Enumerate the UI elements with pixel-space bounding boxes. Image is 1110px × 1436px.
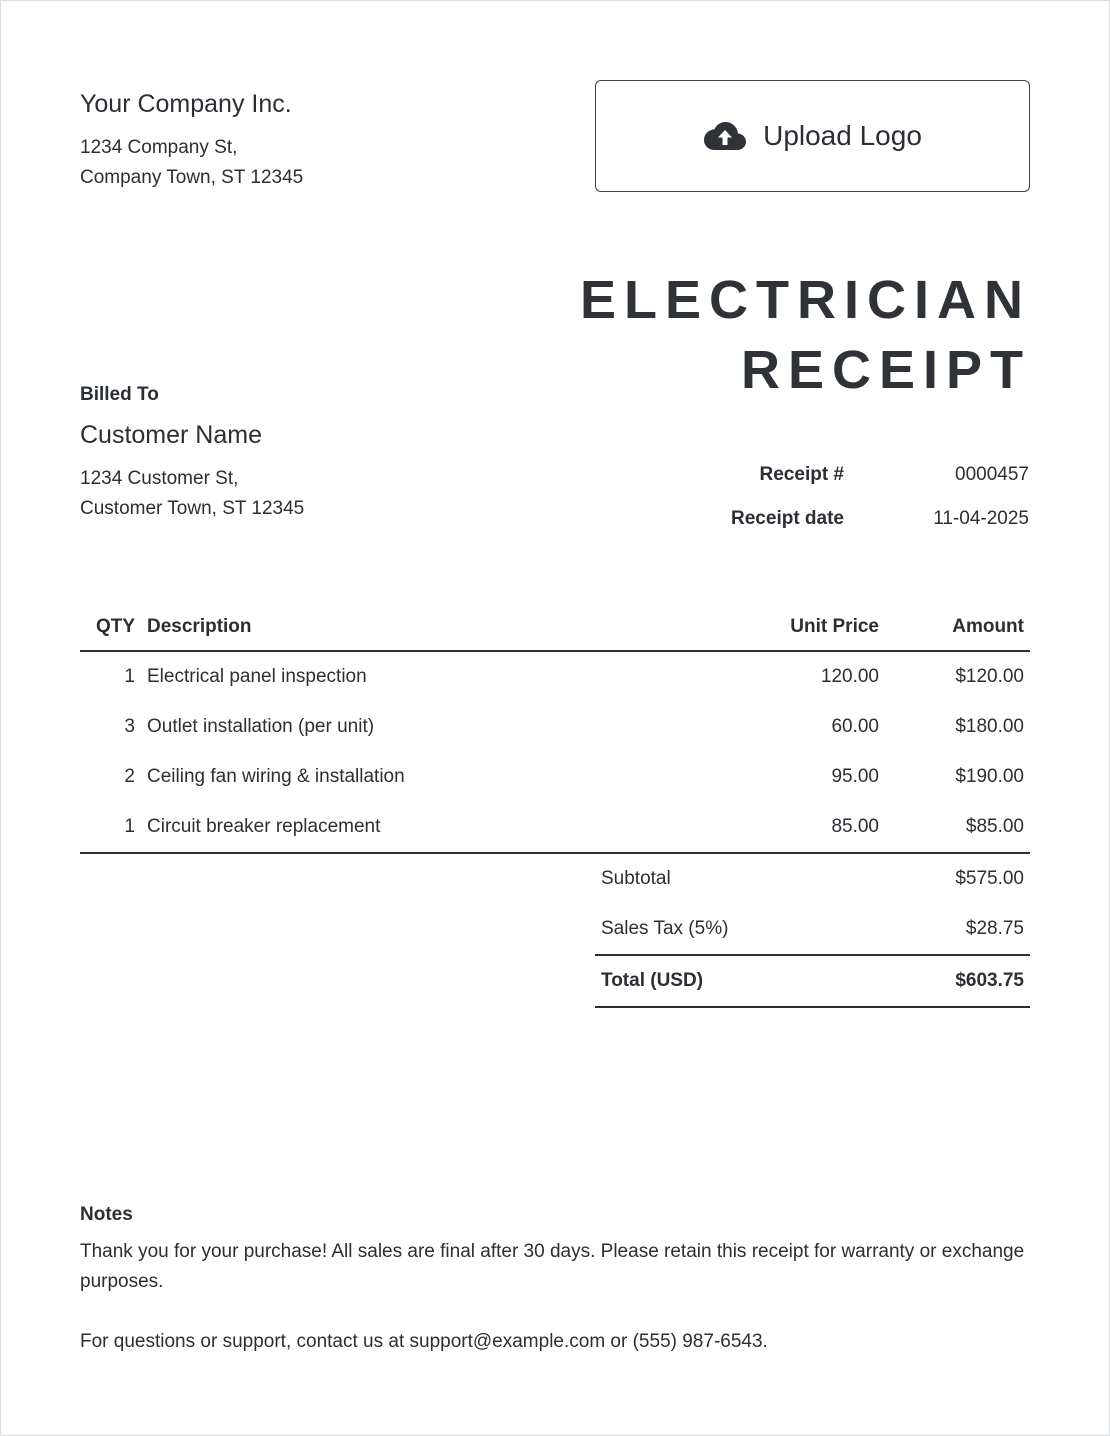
table-row [80,651,1030,702]
cloud-upload-icon [703,121,747,151]
row-qty: 2 [124,766,135,787]
row-unit-price: 120.00 [820,666,879,687]
upload-logo-button[interactable] [595,80,1030,192]
row-qty: 1 [124,666,135,687]
receipt-date-value: 11-04-2025 [933,508,1029,529]
customer-address-line1: 1234 Customer St, [80,468,239,489]
notes-contact: For questions or support, contact us at support@example.com or (555) 987-6543. [80,1331,768,1352]
document-title [580,265,1031,405]
company-name: Your Company Inc. [80,90,292,118]
company-address-line2: Company Town, ST 12345 [80,167,304,188]
company-address-line1: 1234 Company St, [80,137,238,158]
row-unit-price: 85.00 [679,802,879,853]
amount-header: Amount [879,604,1030,651]
table-row [80,802,1030,853]
billed-to-label: Billed To [80,384,159,405]
title-line2: RECEIPT [740,340,1031,400]
qty-header: QTY [80,604,147,651]
customer-name: Customer Name [80,421,262,449]
subtotal-label: Subtotal [601,868,671,889]
row-amount: $190.00 [955,766,1024,787]
subtotal-value: $575.00 [955,868,1024,889]
receipt-date-label: Receipt date [731,508,844,529]
subtotal-row [595,854,1030,904]
receipt-number-label: Receipt # [759,464,844,485]
row-description: Outlet installation (per unit) [147,716,375,737]
receipt-date-row [584,497,1029,541]
row-description: Circuit breaker replacement [147,802,679,853]
table-header-row [80,604,1030,651]
description-header: Description [147,604,679,651]
total-value: $603.75 [871,955,1030,1007]
table-row [80,702,1030,752]
receipt-meta [584,453,1029,541]
tax-label: Sales Tax (5%) [601,918,729,939]
customer-address-line2: Customer Town, ST 12345 [80,498,305,519]
tax-row [595,904,1030,955]
notes-label: Notes [80,1204,133,1225]
receipt-number-value: 0000457 [955,464,1029,485]
tax-value: $28.75 [965,918,1024,939]
row-amount: $85.00 [879,802,1030,853]
receipt-number-row [584,453,1029,497]
total-label: Total (USD) [595,955,871,1007]
customer-address [80,464,304,524]
table-row [80,752,1030,802]
row-qty: 1 [80,802,147,853]
company-address [80,133,303,193]
row-unit-price: 95.00 [831,766,879,787]
row-amount: $180.00 [955,716,1024,737]
row-description: Electrical panel inspection [147,666,367,687]
row-description: Ceiling fan wiring & installation [147,766,405,787]
notes-text: Thank you for your purchase! All sales are final after 30 days. Please retain this receipt for warranty or exchange purposes. [80,1241,1025,1292]
total-row [595,955,1030,1007]
totals-table [595,854,1030,1008]
upload-logo-label: Upload Logo [763,120,922,151]
line-items-table [80,604,1030,854]
unit-price-header: Unit Price [679,604,879,651]
row-qty: 3 [124,716,135,737]
row-unit-price: 60.00 [831,716,879,737]
title-line1: ELECTRICIAN [580,270,1031,330]
row-amount: $120.00 [955,666,1024,687]
